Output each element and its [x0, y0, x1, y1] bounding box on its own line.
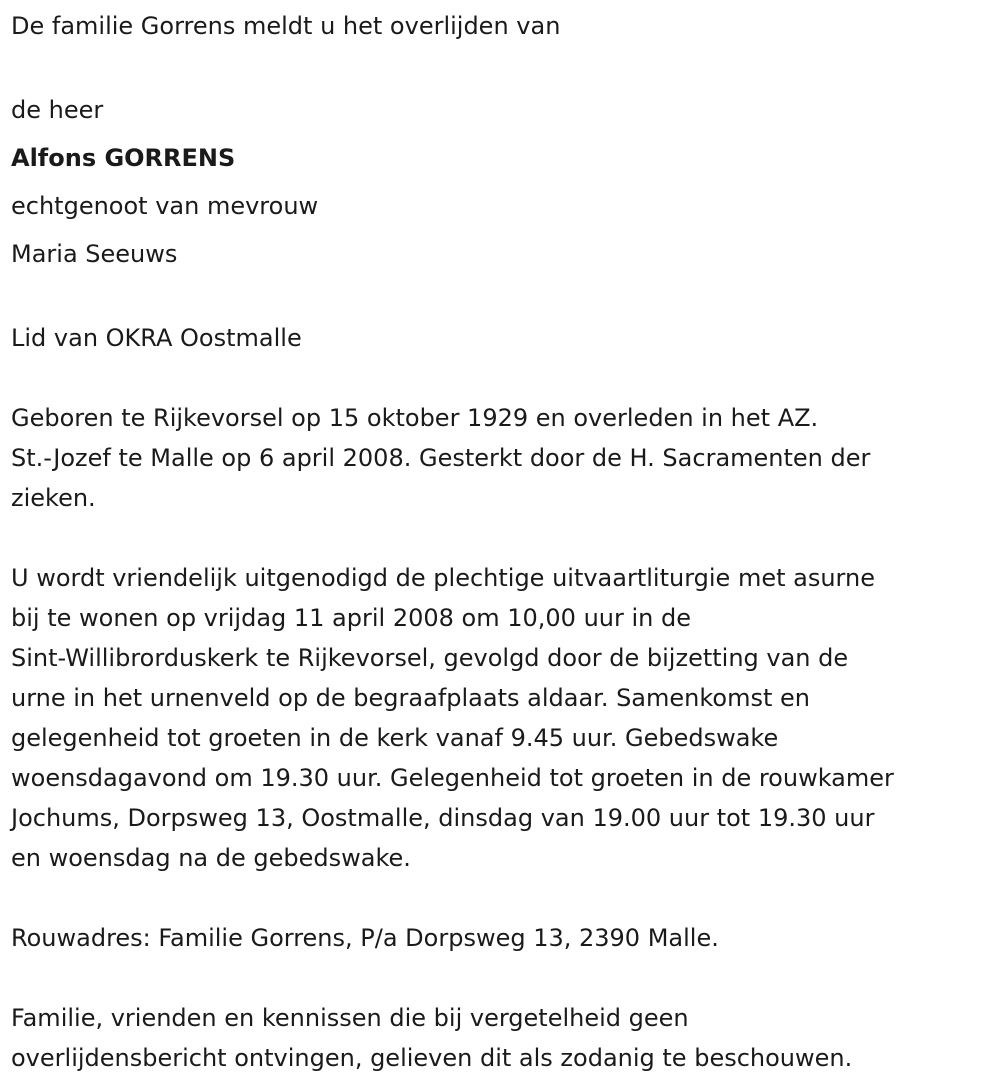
closing-paragraph: Familie, vrienden en kennissen die bij vergetelheid geen overlijdensbericht ontvingen, gelieven dit als zodanig te beschouwen. [11, 1004, 853, 1072]
membership-text: Lid van OKRA Oostmalle [11, 324, 302, 352]
intro-text: De familie Gorrens meldt u het overlijden van [11, 12, 561, 40]
spouse-label: echtgenoot van mevrouw [11, 192, 319, 220]
death-notice [11, 6, 996, 1078]
spacer [11, 278, 996, 318]
deceased-name: Alfons GORRENS [11, 144, 236, 172]
address-text: Rouwadres: Familie Gorrens, P/a Dorpsweg 13, 2390 Malle. [11, 924, 719, 952]
spacer [11, 878, 996, 918]
funeral-paragraph: U wordt vriendelijk uitgenodigd de plechtige uitvaartliturgie met asurne bij te wonen op vrijdag 11 april 2008 om 10,00 uur in de Sint-Willibrorduskerk te Rijkevorsel, gevolgd door de bijzetting van de urne in het urnenveld op de begraafplaats aldaar. Samenkomst en gelegenheid tot groeten in de kerk vanaf 9.45 uur. Gebedswake woensdagavond om 19.30 uur. Gelegenheid tot groeten in de rouwkamer Jochums, Dorpsweg 13, Oostmalle, dinsdag van 19.00 uur tot 19.30 uur en woensdag na de gebedswake. [11, 564, 894, 872]
spacer [11, 518, 996, 558]
spouse-name: Maria Seeuws [11, 240, 178, 268]
salutation-text: de heer [11, 96, 104, 124]
spacer [11, 958, 996, 998]
birth-death-paragraph: Geboren te Rijkevorsel op 15 oktober 1929 en overleden in het AZ. St.-Jozef te Malle op 6 april 2008. Gesterkt door de H. Sacramenten der zieken. [11, 404, 871, 512]
spacer [11, 358, 996, 398]
spacer [11, 46, 996, 86]
